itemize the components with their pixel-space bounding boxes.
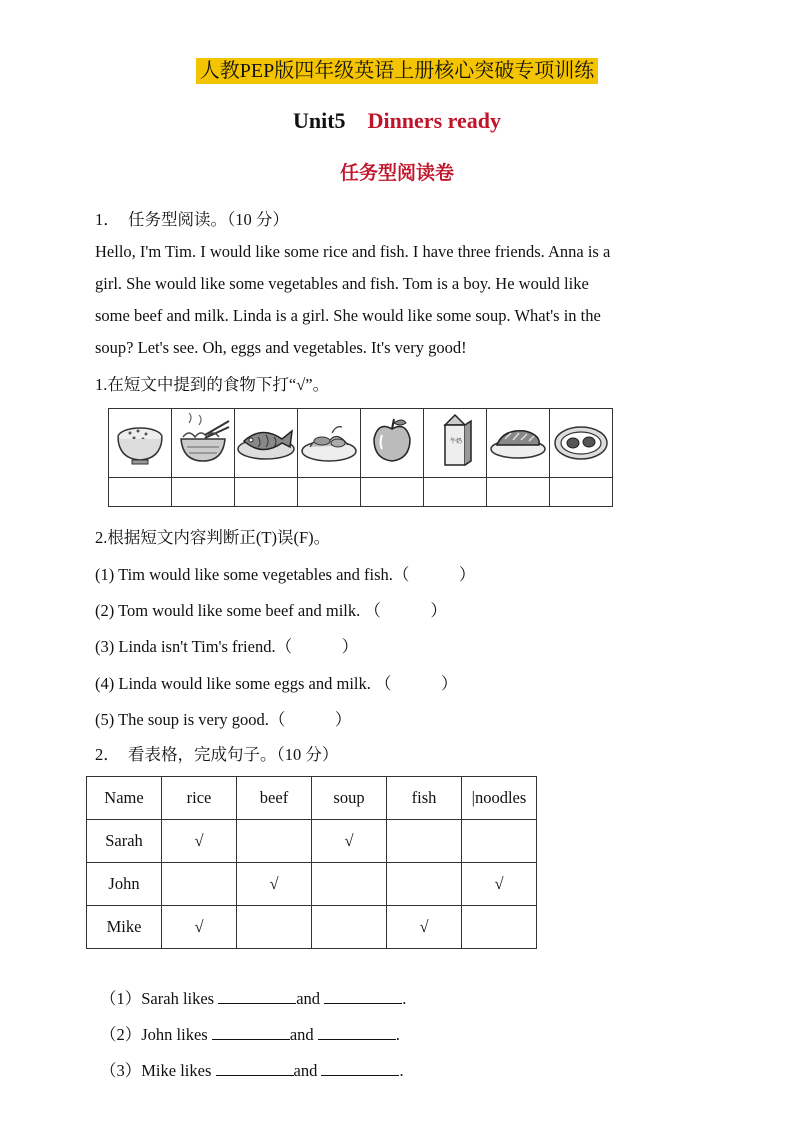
check-cell <box>462 820 537 863</box>
header-cell: |noodles <box>462 777 537 820</box>
sentence-end: . <box>402 989 407 1008</box>
answer-blank[interactable] <box>324 989 402 1004</box>
table-row <box>87 906 537 949</box>
food-cell <box>424 409 487 478</box>
food-cell <box>487 409 550 478</box>
check-cell <box>237 906 312 949</box>
table-header-row <box>87 777 537 820</box>
check-cell <box>162 863 237 906</box>
sentence-mid: and <box>293 1061 322 1080</box>
sentence-prefix: （1）Sarah likes <box>100 989 219 1008</box>
check-cell <box>387 863 462 906</box>
unit-number: Unit5 <box>293 108 346 133</box>
answer-blank[interactable] <box>216 1061 294 1076</box>
answer-cell[interactable] <box>172 478 235 507</box>
answer-cell[interactable] <box>487 478 550 507</box>
milk-label: 牛奶 <box>450 437 463 445</box>
q1-part1-instruction: 1.在短文中提到的食物下打“√”。 <box>95 375 330 394</box>
food-cell <box>109 409 172 478</box>
fish-icon <box>236 413 296 469</box>
egg-plate-icon <box>552 413 610 469</box>
table-row <box>87 820 537 863</box>
banner-title: 人教PEP版四年级英语上册核心突破专项训练 <box>196 58 598 84</box>
sentence-end: . <box>399 1061 404 1080</box>
statement-3: (3) Linda isn't Tim's friend.（ ） <box>95 637 359 656</box>
check-cell: √ <box>387 906 462 949</box>
milk-carton-icon <box>427 411 483 471</box>
food-cell <box>298 409 361 478</box>
header-cell: fish <box>387 777 462 820</box>
check-cell <box>312 906 387 949</box>
statement-5: (5) The soup is very good.（ ） <box>95 710 352 729</box>
passage-line: soup? Let's see. Oh, eggs and vegetables. It's very good! <box>95 338 467 357</box>
header-cell: rice <box>162 777 237 820</box>
food-cell <box>172 409 235 478</box>
check-cell <box>462 906 537 949</box>
food-preference-table <box>86 776 537 949</box>
unit-heading <box>0 108 794 134</box>
sentence-end: . <box>395 1025 400 1044</box>
worksheet-subtitle: 任务型阅读卷 <box>339 162 454 184</box>
answer-blank[interactable] <box>318 1025 396 1040</box>
answer-blank[interactable] <box>212 1025 290 1040</box>
header-cell: soup <box>312 777 387 820</box>
name-cell: Mike <box>87 906 162 949</box>
answer-blank[interactable] <box>218 989 296 1004</box>
name-cell: John <box>87 863 162 906</box>
sentence-prefix: （3）Mike likes <box>100 1061 216 1080</box>
answer-cell[interactable] <box>109 478 172 507</box>
q1-heading: 1． 任务型阅读。（10 分） <box>95 210 289 229</box>
name-cell: Sarah <box>87 820 162 863</box>
answer-cell[interactable] <box>298 478 361 507</box>
check-cell: √ <box>237 863 312 906</box>
rice-bowl-icon <box>112 413 168 469</box>
check-cell: √ <box>462 863 537 906</box>
check-cell: √ <box>162 906 237 949</box>
sentence-prefix: （2）John likes <box>100 1025 212 1044</box>
food-cell <box>361 409 424 478</box>
fill-sentence-3 <box>100 1057 404 1081</box>
statement-4: (4) Linda would like some eggs and milk. （ ） <box>95 674 458 693</box>
food-cell <box>550 409 613 478</box>
sentence-mid: and <box>289 1025 318 1044</box>
passage-line: girl. She would like some vegetables and fish. Tom is a boy. He would like <box>95 274 589 293</box>
header-cell: beef <box>237 777 312 820</box>
header-cell: Name <box>87 777 162 820</box>
answer-blank[interactable] <box>321 1061 399 1076</box>
statement-1: (1) Tim would like some vegetables and fish.（ ） <box>95 565 476 584</box>
sentence-mid: and <box>296 989 325 1008</box>
fill-sentence-1 <box>100 985 406 1009</box>
fill-sentence-2 <box>100 1021 400 1045</box>
passage-line: some beef and milk. Linda is a girl. She would like some soup. What's in the <box>95 306 601 325</box>
unit-title: Dinners ready <box>367 108 501 133</box>
q2-heading: 2． 看表格，完成句子。（10 分） <box>95 745 339 764</box>
answer-cell[interactable] <box>235 478 298 507</box>
q1-part2-instruction: 2.根据短文内容判断正(T)误(F)。 <box>95 528 331 547</box>
answer-cell[interactable] <box>550 478 613 507</box>
table-row <box>87 863 537 906</box>
page-banner <box>0 54 794 83</box>
vegetables-plate-icon <box>300 413 358 469</box>
passage-line: Hello, I'm Tim. I would like some rice and fish. I have three friends. Anna is a <box>95 242 611 261</box>
check-cell: √ <box>312 820 387 863</box>
check-cell <box>387 820 462 863</box>
apple-icon <box>364 413 420 469</box>
food-cell <box>235 409 298 478</box>
noodles-bowl-icon <box>175 413 231 469</box>
statement-2: (2) Tom would like some beef and milk. （ ） <box>95 601 447 620</box>
q1-passage <box>95 236 695 364</box>
meat-plate-icon <box>489 413 547 469</box>
check-cell <box>237 820 312 863</box>
answer-cell[interactable] <box>361 478 424 507</box>
check-cell <box>312 863 387 906</box>
check-cell: √ <box>162 820 237 863</box>
food-picture-table <box>108 408 613 507</box>
answer-cell[interactable] <box>424 478 487 507</box>
